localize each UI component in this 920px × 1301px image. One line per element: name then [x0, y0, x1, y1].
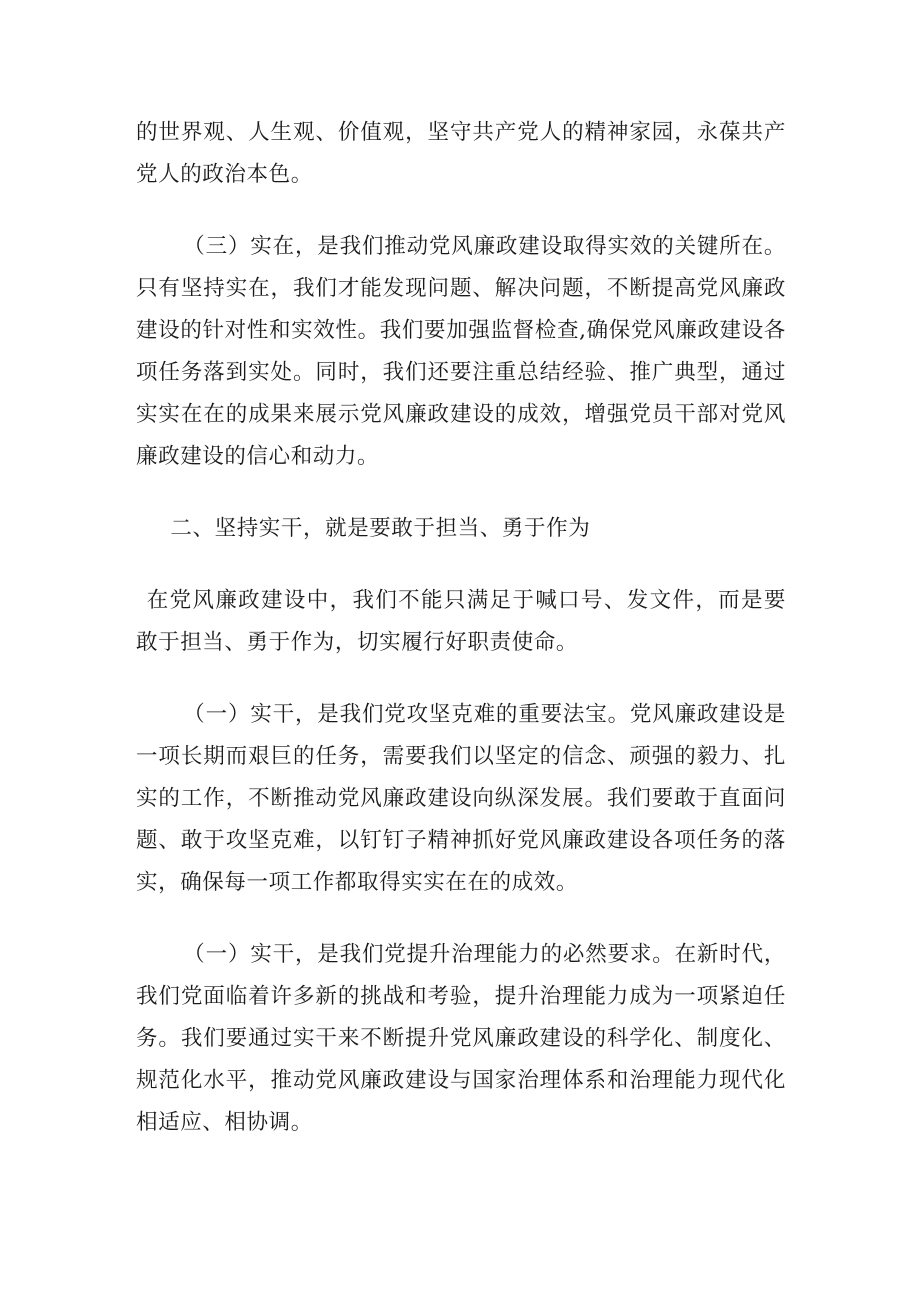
paragraph-subsection-1a: （一）实干，是我们党攻坚克难的重要法宝。党风廉政建设是一项长期而艰巨的任务，需要我们以坚定的信念、顽强的毅力、扎实的工作，不断推动党风廉政建设向纵深发展。我们要敢于直面问题、敢于攻坚克难，以钉钉子精神抓好党风廉政建设各项任务的落实，确保每一项工作都取得实实在在的成效。: [136, 702, 786, 895]
section-heading-2: 二、坚持实干，就是要敢于担当、勇于作为: [170, 516, 591, 541]
paragraph-intro: 在党风廉政建设中，我们不能只满足于喊口号、发文件，而是要敢于担当、勇于作为，切实履行好职责使命。: [136, 588, 786, 655]
paragraph-section-3: （三）实在，是我们推动党风廉政建设取得实效的关键所在。只有坚持实在，我们才能发现问题、解决问题，不断提高党风廉政建设的针对性和实效性。我们要加强监督检查,确保党风廉政建设各项任务落到实处。同时，我们还要注重总结经验、推广典型，通过实实在在的成果来展示党风廉政建设的成效，增强党员干部对党风廉政建设的信心和动力。: [136, 234, 786, 469]
document-body: [136, 112, 786, 1174]
paragraph-continuation: 的世界观、人生观、价值观，坚守共产党人的精神家园，永葆共产党人的政治本色。: [136, 120, 786, 187]
paragraph-subsection-1b: （一）实干，是我们党提升治理能力的必然要求。在新时代，我们党面临着许多新的挑战和考验，提升治理能力成为一项紧迫任务。我们要通过实干来不断提升党风廉政建设的科学化、制度化、规范化水平，推动党风廉政建设与国家治理体系和治理能力现代化相适应、相协调。: [136, 942, 786, 1135]
